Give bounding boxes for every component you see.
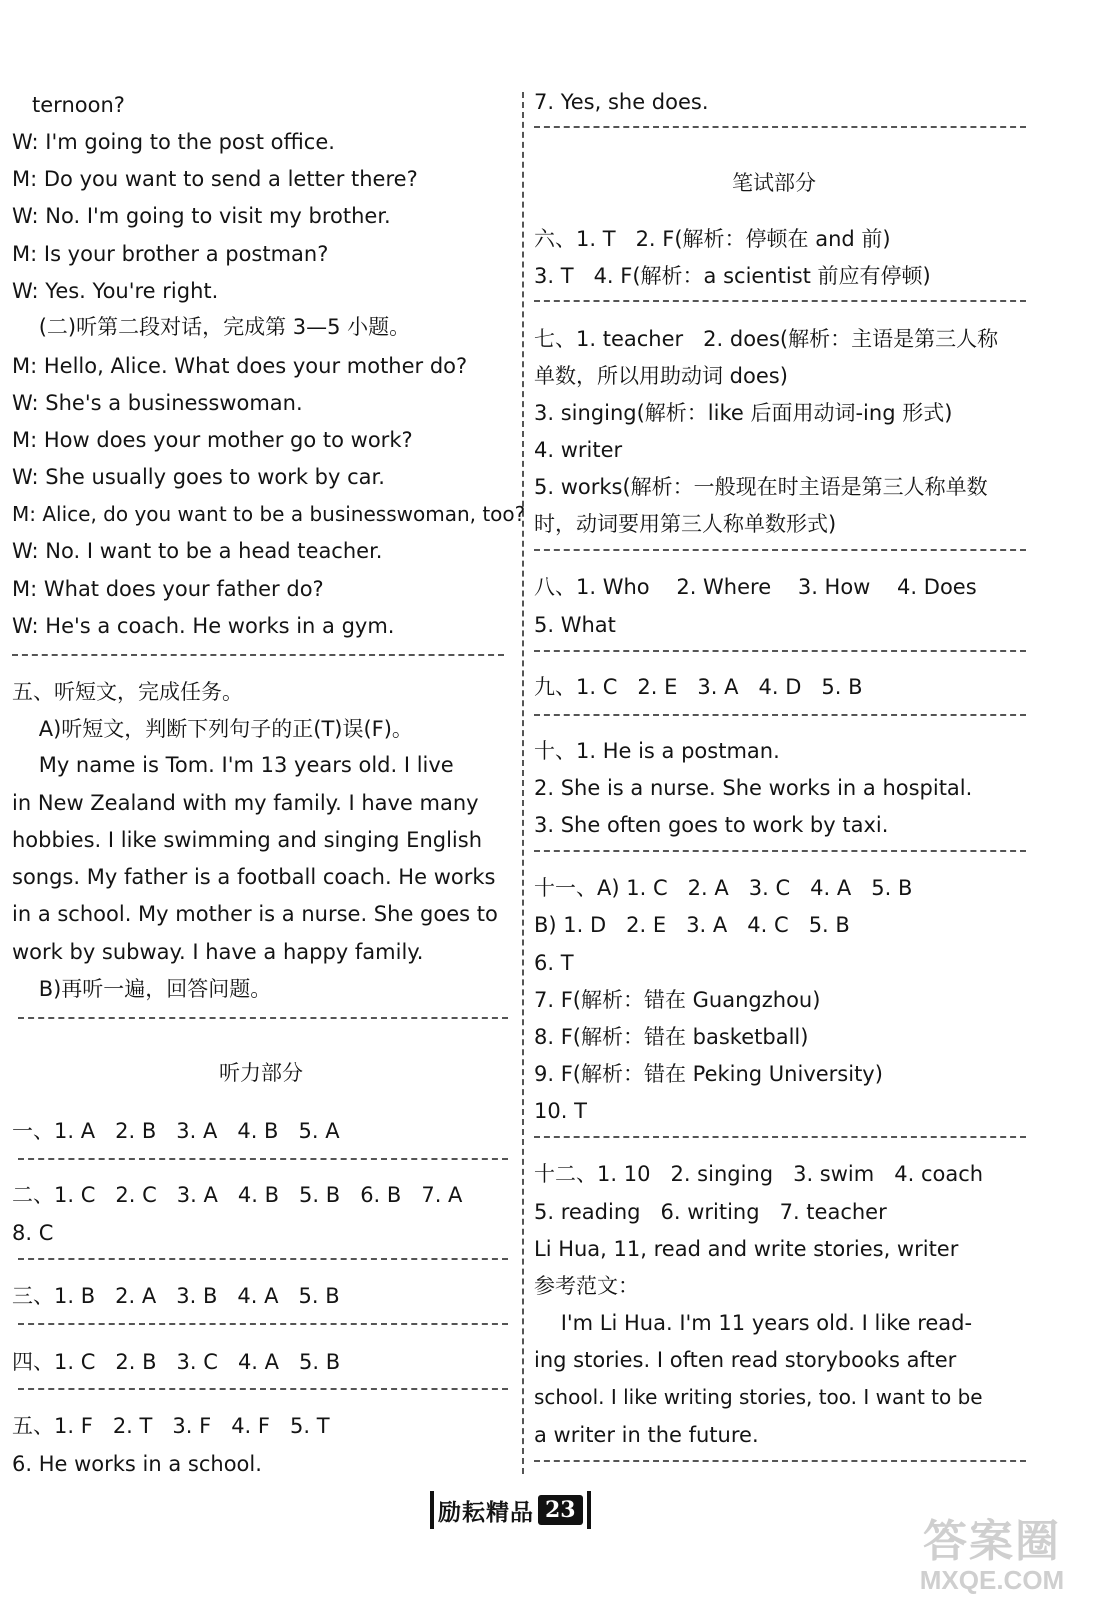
text-line: M: Is your brother a postman? (12, 242, 329, 266)
text-line: in New Zealand with my family. I have many (12, 791, 479, 815)
dashed-divider (18, 1323, 508, 1325)
dashed-divider (534, 126, 1026, 128)
answer-line: 6. T (534, 951, 574, 975)
text-line: M: Hello, Alice. What does your mother do? (12, 354, 468, 378)
answer-line: 九、1. C 2. E 3. A 4. D 5. B (534, 675, 863, 699)
answer-line: 7. F(解析：错在 Guangzhou) (534, 988, 821, 1012)
answer-line: 3. T 4. F(解析：a scientist 前应有停顿) (534, 264, 931, 288)
page-footer (430, 1488, 591, 1532)
footer-bar-right (587, 1491, 591, 1529)
section-heading: 五、听短文，完成任务。 (12, 680, 243, 704)
text-line: My name is Tom. I'm 13 years old. I live (12, 753, 454, 777)
section-title: 笔试部分 (732, 171, 816, 195)
text-line: W: No. I want to be a head teacher. (12, 539, 383, 563)
dashed-divider (18, 1388, 508, 1390)
dashed-divider (534, 300, 1026, 302)
footer-title: 励耘精品 (438, 1499, 534, 1526)
answer-line: 八、1. Who 2. Where 3. How 4. Does (534, 575, 977, 599)
answer-line: 3. She often goes to work by taxi. (534, 813, 889, 837)
text-line: M: What does your father do? (12, 577, 324, 601)
text-line: hobbies. I like swimming and singing English (12, 828, 482, 852)
dashed-divider (534, 850, 1026, 852)
text-line: W: Yes. You're right. (12, 279, 219, 303)
answer-line: 时，动词要用第三人称单数形式) (534, 512, 837, 536)
dashed-divider (534, 650, 1026, 652)
answer-line: 十、1. He is a postman. (534, 739, 780, 763)
text-line: W: I'm going to the post office. (12, 130, 335, 154)
answer-line: 6. He works in a school. (12, 1452, 262, 1476)
answer-line: 8. C (12, 1221, 54, 1245)
dashed-divider (534, 1460, 1026, 1462)
text-line: work by subway. I have a happy family. (12, 940, 424, 964)
text-line: M: How does your mother go to work? (12, 428, 413, 452)
text-line: songs. My father is a football coach. He works (12, 865, 496, 889)
dashed-divider (534, 714, 1026, 716)
answer-line: 一、1. A 2. B 3. A 4. B 5. A (12, 1119, 340, 1143)
answer-line: 单数，所以用助动词 does) (534, 364, 788, 388)
answer-line: 七、1. teacher 2. does(解析：主语是第三人称 (534, 327, 999, 351)
section-heading: (二)听第二段对话，完成第 3—5 小题。 (12, 315, 411, 339)
answer-line: 7. Yes, she does. (534, 90, 709, 114)
answer-line: 四、1. C 2. B 3. C 4. A 5. B (12, 1350, 341, 1374)
text-line: W: No. I'm going to visit my brother. (12, 204, 391, 228)
answer-line: 9. F(解析：错在 Peking University) (534, 1062, 883, 1086)
answer-line: Li Hua, 11, read and write stories, writer (534, 1237, 959, 1261)
essay-line: I'm Li Hua. I'm 11 years old. I like read- (534, 1311, 973, 1335)
footer-bar-left (430, 1491, 434, 1529)
answer-line: 十二、1. 10 2. singing 3. swim 4. coach (534, 1162, 984, 1186)
essay-line: ing stories. I often read storybooks after (534, 1348, 957, 1372)
text-line: W: She's a businesswoman. (12, 391, 303, 415)
answer-line: 2. She is a nurse. She works in a hospital. (534, 776, 973, 800)
column-divider (522, 92, 524, 1474)
answer-line: 六、1. T 2. F(解析：停顿在 and 前) (534, 227, 891, 251)
essay-line: a writer in the future. (534, 1423, 759, 1447)
text-line: M: Alice, do you want to be a businesswoman, too? (12, 502, 526, 526)
answer-line: 5. works(解析：一般现在时主语是第三人称单数 (534, 475, 988, 499)
answer-line: 3. singing(解析：like 后面用动词-ing 形式) (534, 401, 953, 425)
dashed-divider (18, 1158, 508, 1160)
text-line: ternoon? (12, 93, 125, 117)
text-line: W: He's a coach. He works in a gym. (12, 614, 395, 638)
answer-line: 五、1. F 2. T 3. F 4. F 5. T (12, 1414, 330, 1438)
answer-line: B) 1. D 2. E 3. A 4. C 5. B (534, 913, 850, 937)
page-number: 23 (538, 1495, 583, 1525)
watermark-site: MXQE.COM (919, 1565, 1065, 1595)
dashed-divider (18, 1017, 508, 1019)
answer-line: 10. T (534, 1099, 587, 1123)
answer-line: 4. writer (534, 438, 623, 462)
text-line: in a school. My mother is a nurse. She goes to (12, 902, 498, 926)
dashed-divider (534, 549, 1026, 551)
essay-line: school. I like writing stories, too. I want to be (534, 1385, 983, 1409)
answer-line: 三、1. B 2. A 3. B 4. A 5. B (12, 1284, 340, 1308)
dashed-divider (12, 654, 504, 656)
answer-line: 参考范文： (534, 1274, 639, 1298)
answer-line: 十一、A) 1. C 2. A 3. C 4. A 5. B (534, 876, 913, 900)
dashed-divider (534, 1136, 1026, 1138)
watermark (897, 1518, 1087, 1594)
answer-line: 5. reading 6. writing 7. teacher (534, 1200, 887, 1224)
watermark-logo: 答案圈 (923, 1517, 1061, 1566)
text-line: A)听短文，判断下列句子的正(T)误(F)。 (12, 717, 413, 741)
text-line: B)再听一遍，回答问题。 (12, 977, 272, 1001)
dashed-divider (18, 1258, 508, 1260)
text-line: M: Do you want to send a letter there? (12, 167, 418, 191)
answer-line: 8. F(解析：错在 basketball) (534, 1025, 809, 1049)
answer-line: 5. What (534, 613, 616, 637)
answer-line: 二、1. C 2. C 3. A 4. B 5. B 6. B 7. A (12, 1183, 463, 1207)
section-title: 听力部分 (219, 1061, 303, 1085)
text-line: W: She usually goes to work by car. (12, 465, 385, 489)
